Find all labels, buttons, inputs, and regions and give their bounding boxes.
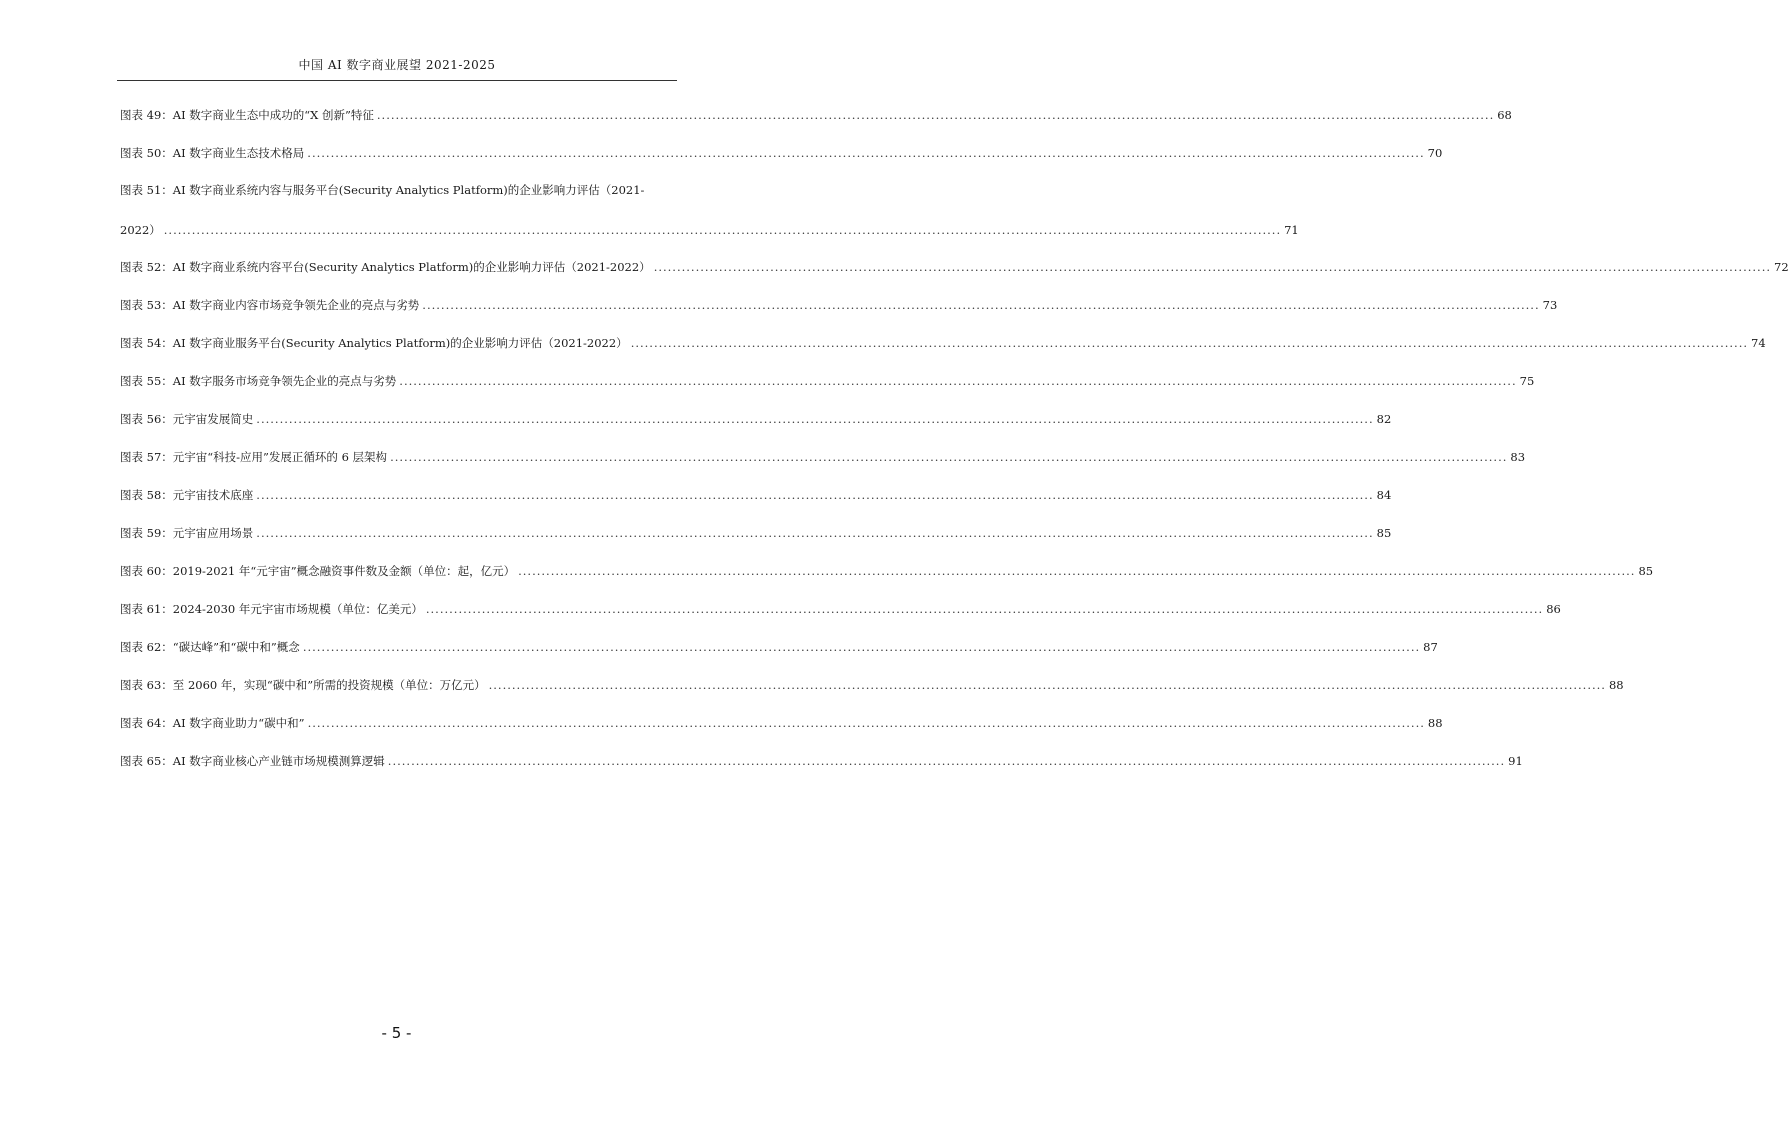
toc-entry-64[interactable] bbox=[120, 714, 1443, 732]
toc-entry-49[interactable] bbox=[120, 106, 1512, 124]
toc-entry-label: 图表 55：AI 数字服务市场竞争领先企业的亮点与劣势 bbox=[120, 374, 397, 388]
dot-leader bbox=[426, 600, 1543, 618]
toc-entry-page: 86 bbox=[1546, 602, 1561, 616]
toc-entry-label: 图表 49：AI 数字商业生态中成功的“X 创新”特征 bbox=[120, 108, 374, 122]
dot-leader bbox=[518, 562, 1635, 580]
dot-leader bbox=[308, 714, 1425, 732]
toc-entry-page: 68 bbox=[1497, 108, 1512, 122]
toc-entry-page: 85 bbox=[1376, 526, 1392, 540]
toc-entry-65[interactable] bbox=[120, 752, 1523, 770]
toc-entry-label: 图表 53：AI 数字商业内容市场竞争领先企业的亮点与劣势 bbox=[120, 298, 420, 312]
toc-entry-page: 70 bbox=[1427, 146, 1443, 160]
dot-leader bbox=[388, 752, 1505, 770]
toc-entry-label: 2022） bbox=[120, 223, 161, 237]
toc-entry-55[interactable] bbox=[120, 372, 1535, 390]
toc-entry-page: 73 bbox=[1542, 298, 1558, 312]
toc-entry-page: 83 bbox=[1510, 450, 1526, 464]
header-divider bbox=[117, 80, 677, 81]
toc-entry-page: 71 bbox=[1284, 223, 1299, 237]
toc-entry-label: 图表 63：至 2060 年，实现“碳中和”所需的投资规模（单位：万亿元） bbox=[120, 678, 486, 692]
toc-entry-label: 图表 58：元宇宙技术底座 bbox=[120, 488, 254, 502]
toc-entry-58[interactable] bbox=[120, 486, 1392, 504]
dot-leader bbox=[654, 258, 1771, 276]
dot-leader bbox=[256, 486, 1373, 504]
dot-leader bbox=[303, 638, 1420, 656]
dot-leader bbox=[422, 296, 1539, 314]
toc-entry-label: 图表 57：元宇宙“科技-应用”发展正循环的 6 层架构 bbox=[120, 450, 388, 464]
toc-entry-label: 图表 65：AI 数字商业核心产业链市场规模测算逻辑 bbox=[120, 754, 385, 768]
toc-entry-page: 88 bbox=[1427, 716, 1443, 730]
toc-entry-label: 图表 62：“碳达峰”和“碳中和”概念 bbox=[120, 640, 300, 654]
toc-entry-label: 图表 64：AI 数字商业助力“碳中和” bbox=[120, 716, 305, 730]
dot-leader bbox=[307, 144, 1424, 162]
dot-leader bbox=[399, 372, 1516, 390]
toc-entry-label: 图表 56：元宇宙发展简史 bbox=[120, 412, 254, 426]
toc-entry-56[interactable] bbox=[120, 410, 1392, 428]
toc-entry-page: 85 bbox=[1638, 564, 1654, 578]
toc-entry-page: 72 bbox=[1774, 260, 1789, 274]
toc-entry-label: 图表 61：2024-2030 年元宇宙市场规模（单位：亿美元） bbox=[120, 602, 423, 616]
toc-entry-53[interactable] bbox=[120, 296, 1558, 314]
toc-entry-62[interactable] bbox=[120, 638, 1438, 656]
dot-leader bbox=[631, 334, 1748, 352]
toc-entry-52[interactable] bbox=[120, 258, 1789, 276]
toc-entry-61[interactable] bbox=[120, 600, 1561, 618]
dot-leader bbox=[390, 448, 1507, 466]
toc-entry-54[interactable] bbox=[120, 334, 1766, 352]
dot-leader bbox=[256, 410, 1373, 428]
toc-entry-51[interactable] bbox=[120, 181, 675, 199]
toc-entry-page: 74 bbox=[1751, 336, 1766, 350]
dot-leader bbox=[256, 524, 1373, 542]
toc-entry-label: 图表 51：AI 数字商业系统内容与服务平台(Security Analytics Platform)的企业影响力评估（2021- bbox=[120, 183, 645, 197]
toc-entry-59[interactable] bbox=[120, 524, 1392, 542]
toc-entry-page: 84 bbox=[1376, 488, 1392, 502]
toc-entry-page: 82 bbox=[1376, 412, 1392, 426]
toc-entry-label: 图表 60：2019-2021 年“元宇宙”概念融资事件数及金额（单位：起，亿元） bbox=[120, 564, 516, 578]
page-number: - 5 - bbox=[381, 1024, 412, 1042]
toc-entry-label: 图表 50：AI 数字商业生态技术格局 bbox=[120, 146, 305, 160]
toc-entry-57[interactable] bbox=[120, 448, 1526, 466]
toc-entry-label: 图表 59：元宇宙应用场景 bbox=[120, 526, 254, 540]
toc-entry-50[interactable] bbox=[120, 144, 1443, 162]
toc-entry-label: 图表 52：AI 数字商业系统内容平台(Security Analytics Platform)的企业影响力评估（2021-2022） bbox=[120, 260, 651, 274]
toc-entry-page: 88 bbox=[1608, 678, 1624, 692]
toc-entry-page: 75 bbox=[1519, 374, 1535, 388]
page-header-title: 中国 AI 数字商业展望 2021-2025 bbox=[298, 58, 496, 72]
dot-leader bbox=[377, 106, 1494, 124]
toc-entry-63[interactable] bbox=[120, 676, 1624, 694]
toc-entry-page: 91 bbox=[1508, 754, 1523, 768]
toc-entry-page: 87 bbox=[1423, 640, 1438, 654]
toc-entry-label: 图表 54：AI 数字商业服务平台(Security Analytics Platform)的企业影响力评估（2021-2022） bbox=[120, 336, 628, 350]
dot-leader bbox=[489, 676, 1606, 694]
toc-entry-60[interactable] bbox=[120, 562, 1654, 580]
toc-entry-51-continued[interactable] bbox=[120, 221, 1299, 239]
dot-leader bbox=[164, 221, 1281, 239]
